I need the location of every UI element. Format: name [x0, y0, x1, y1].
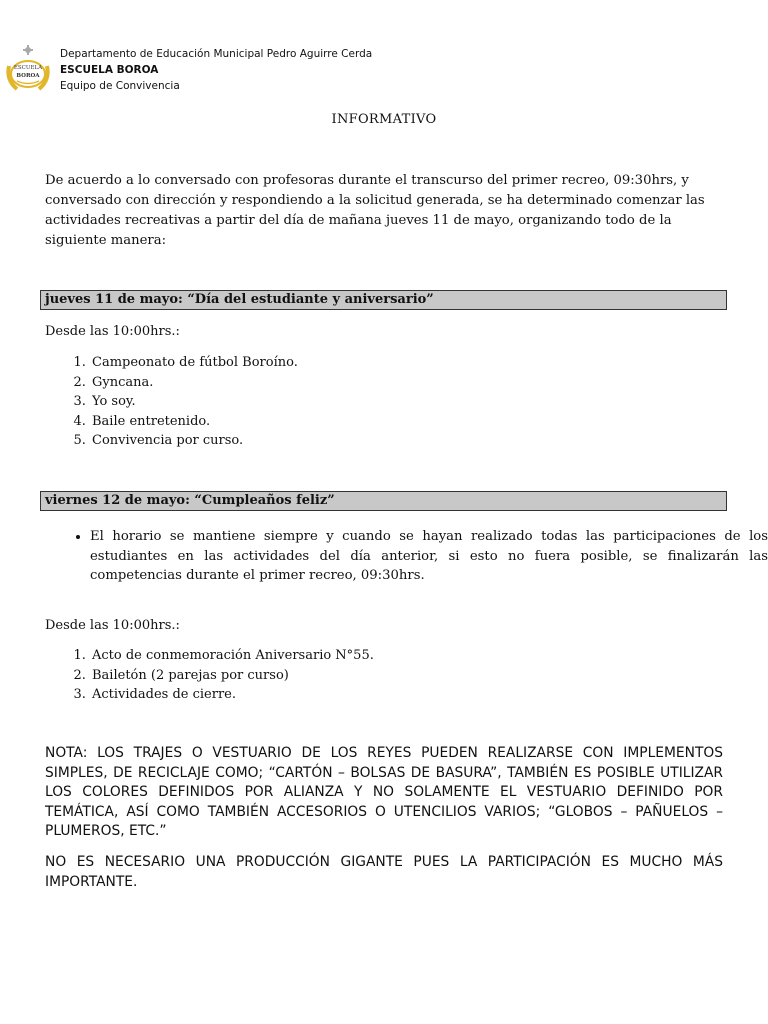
list-item: 1. Acto de conmemoración Aniversario N°55.	[90, 646, 374, 666]
list-item: 2. Bailetón (2 parejas por curso)	[90, 666, 374, 686]
list-item: 2. Gyncana.	[90, 373, 298, 393]
day1-since: Desde las 10:00hrs.:	[45, 324, 180, 339]
list-item: 3. Actividades de cierre.	[90, 685, 374, 705]
school-crest-icon	[3, 44, 53, 94]
document-title: INFORMATIVO	[331, 112, 437, 127]
intro-paragraph: De acuerdo a lo conversado con profesoras durante el transcurso del primer recreo, 09:30hrs, y conversado con dirección y respondiendo a la solicitud generada, se ha determinado comenzar las actividades recreativas a partir del día de mañana jueves 11 de mayo, organizando todo de la siguiente manera:	[45, 173, 705, 248]
day2-note-list	[45, 527, 768, 586]
list-item: 4. Baile entretenido.	[90, 412, 298, 432]
list-item: • El horario se mantiene siempre y cuando se hayan realizado todas las participaciones de los estudiantes en las actividades del día anterior, si esto no fuera posible, se finalizarán las competencias durante el primer recreo, 09:30hrs.	[90, 527, 768, 586]
participation-note: NO ES NECESARIO UNA PRODUCCIÓN GIGANTE PUES LA PARTICIPACIÓN ES MUCHO MÁS IMPORTANTE.	[45, 854, 723, 890]
department-name: Departamento de Educación Municipal Pedro Aguirre Cerda	[60, 48, 373, 60]
logo-top-text: ESCUELA	[13, 65, 43, 71]
logo-bottom-text: BOROA	[16, 73, 40, 79]
day2-activity-list	[45, 646, 374, 705]
list-item: 1. Campeonato de fútbol Boroíno.	[90, 353, 298, 373]
day2-heading: viernes 12 de mayo: “Cumpleaños feliz”	[40, 491, 727, 511]
letterhead	[0, 40, 768, 100]
day2-since: Desde las 10:00hrs.:	[45, 618, 180, 633]
day1-heading: jueves 11 de mayo: “Día del estudiante y aniversario”	[40, 290, 727, 310]
letterhead-text	[60, 46, 372, 94]
school-name: ESCUELA BOROA	[60, 64, 159, 76]
team-name: Equipo de Convivencia	[60, 80, 180, 92]
costume-note: NOTA: LOS TRAJES O VESTUARIO DE LOS REYES PUEDEN REALIZARSE CON IMPLEMENTOS SIMPLES, DE RECICLAJE COMO; “CARTÓN – BOLSAS DE BASURA”, TAMBIÉN ES POSIBLE UTILIZAR LOS COLORES DEFINIDOS POR ALIANZA Y NO SOLAMENTE EL VESTUARIO DEFINIDO POR TEMÁTICA, ASÍ COMO TAMBIÉN ACCESORIOS O UTENCILIOS VARIOS; “GLOBOS – PAÑUELOS – PLUMEROS, ETC.”	[45, 745, 723, 840]
day1-activity-list	[45, 353, 298, 451]
list-item: 3. Yo soy.	[90, 392, 298, 412]
list-item: 5. Convivencia por curso.	[90, 431, 298, 451]
